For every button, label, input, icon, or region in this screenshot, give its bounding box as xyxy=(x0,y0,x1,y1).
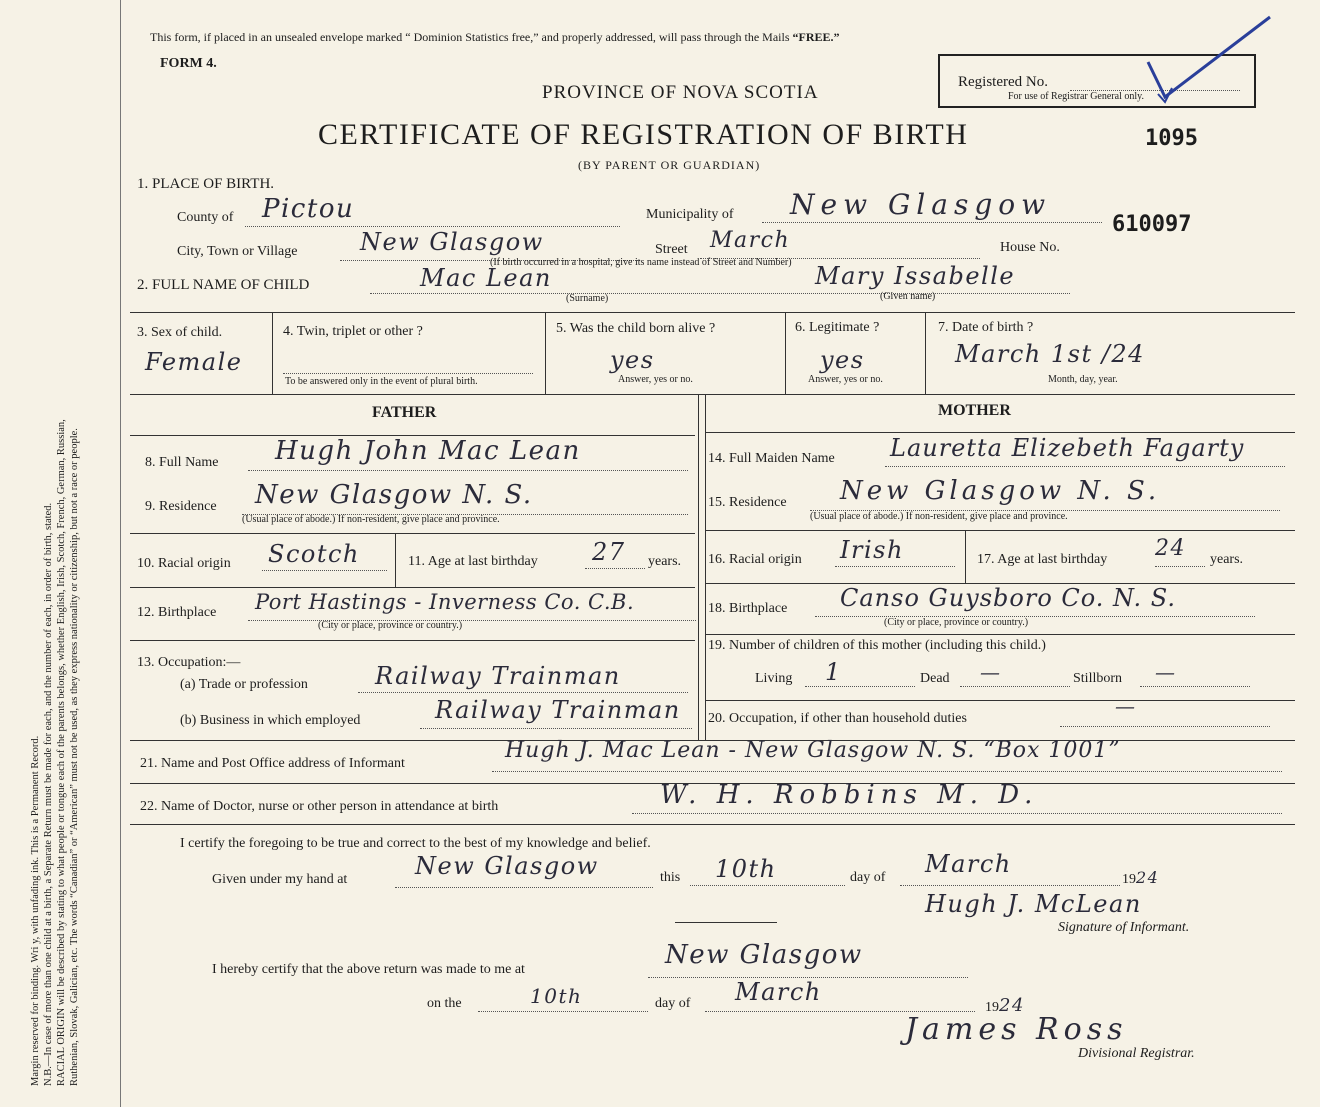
registrar-signature: James Ross xyxy=(905,1012,1128,1047)
rule-father-3 xyxy=(130,587,695,588)
mother-age-value: 24 xyxy=(1155,536,1186,561)
street-value: March xyxy=(710,228,791,253)
registrar-signature-caption: Divisional Registrar. xyxy=(1078,1046,1195,1061)
stillborn-line xyxy=(1140,686,1250,687)
mother-age-label: 17. Age at last birthday xyxy=(977,552,1108,567)
municipality-line xyxy=(762,222,1102,223)
given-day-value: 10th xyxy=(715,855,777,883)
mother-name-line xyxy=(885,466,1285,467)
margin-line-2: N.B.—In case of more than one child at a birth, a Separate Return must be made for each, and the number of each, in order of birth, stated. xyxy=(43,502,54,1086)
father-birthplace-note: (City or place, province or country.) xyxy=(318,620,463,631)
surname-value: Mac Lean xyxy=(420,264,552,292)
given-at-line xyxy=(395,887,653,888)
legitimate-label: 6. Legitimate ? xyxy=(795,320,880,335)
stillborn-label: Stillborn xyxy=(1073,671,1123,686)
father-name-value: Hugh John Mac Lean xyxy=(275,436,581,466)
twin-label: 4. Twin, triplet or other ? xyxy=(283,324,423,339)
mother-abode-note: (Usual place of abode.) If non-resident, give place and province. xyxy=(810,511,1068,522)
day-of-label: day of xyxy=(850,870,886,885)
father-heading: FATHER xyxy=(372,404,437,421)
col-rule-2 xyxy=(545,312,546,394)
free-label: “FREE.” xyxy=(792,30,840,44)
mother-name-value: Lauretta Elizebeth Fagarty xyxy=(890,434,1245,462)
dead-line xyxy=(960,686,1070,687)
mother-occupation-label: 20. Occupation, if other than household duties xyxy=(708,711,967,726)
father-residence-label: 9. Residence xyxy=(145,499,217,514)
father-birthplace-value: Port Hastings - Inverness Co. C.B. xyxy=(255,590,635,614)
sex-value: Female xyxy=(145,348,243,376)
hospital-note: (If birth occurred in a hospital, give its name instead of Street and Number) xyxy=(490,257,792,268)
given-at-value: New Glasgow xyxy=(415,852,599,880)
document-title: CERTIFICATE OF REGISTRATION OF BIRTH xyxy=(318,118,969,151)
rule-certify xyxy=(130,824,1295,825)
house-no-label: House No. xyxy=(1000,240,1060,255)
certify-statement: I certify the foregoing to be true and correct to the best of my knowledge and belief. xyxy=(180,836,651,851)
given-month-value: March xyxy=(925,850,1012,878)
born-alive-value: yes xyxy=(610,346,655,374)
parents-divider-right xyxy=(705,394,706,740)
municipality-label: Municipality of xyxy=(646,207,734,222)
father-racial-value: Scotch xyxy=(268,540,360,568)
given-name-caption: (Given name) xyxy=(880,291,936,302)
trade-line xyxy=(358,692,688,693)
stamp-number-2: 610097 xyxy=(1112,212,1192,237)
mother-birthplace-line xyxy=(815,616,1255,617)
living-line xyxy=(805,686,915,687)
form-number: FORM 4. xyxy=(160,56,217,71)
envelope-note: This form, if placed in an unsealed envelope marked “ Dominion Statistics free,” and properly addressed, will pass through the Mails “FREE.” xyxy=(150,30,840,44)
born-alive-caption: Answer, yes or no. xyxy=(618,374,693,385)
mother-age-divider xyxy=(965,530,966,583)
dob-value: March 1st /24 xyxy=(955,340,1145,368)
father-residence-value: New Glasgow N. S. xyxy=(255,480,533,510)
check-mark-icon xyxy=(1140,12,1280,107)
mother-residence-value: New Glasgow N. S. xyxy=(840,476,1161,506)
col-rule-3 xyxy=(785,312,786,394)
twin-note: To be answered only in the event of plural birth. xyxy=(285,376,478,387)
rule-father-4 xyxy=(130,640,695,641)
stillborn-value: — xyxy=(1155,660,1177,684)
sex-label: 3. Sex of child. xyxy=(137,325,223,340)
margin-line-3: RACIAL ORIGIN will be described by stating to what people or tongue each of the parents belongs, whether English, Irish, Scotch, French, German, Russian, xyxy=(56,419,67,1086)
this-label: this xyxy=(660,870,681,885)
dead-value: — xyxy=(980,660,1002,684)
registrar-use-note: For use of Registrar General only. xyxy=(1008,91,1144,102)
margin-line-1: Margin reserved for binding. Wri y, with unfading ink. This is a Permanent Record. xyxy=(30,735,41,1086)
business-value: Railway Trainman xyxy=(435,696,681,724)
mother-residence-label: 15. Residence xyxy=(708,495,787,510)
mother-years-label: years. xyxy=(1210,552,1244,567)
doctor-line xyxy=(632,813,1282,814)
reg-month-value: March xyxy=(735,978,822,1006)
born-alive-label: 5. Was the child born alive ? xyxy=(556,321,716,336)
province-heading: PROVINCE OF NOVA SCOTIA xyxy=(542,82,819,103)
father-name-label: 8. Full Name xyxy=(145,455,219,470)
city-value: New Glasgow xyxy=(360,228,544,256)
given-name-value: Mary Issabelle xyxy=(815,262,1016,290)
mother-birthplace-note: (City or place, province or country.) xyxy=(884,617,1029,628)
place-of-birth-heading: 1. PLACE OF BIRTH. xyxy=(137,176,275,192)
informant-value: Hugh J. Mac Lean - New Glasgow N. S. “Box 1001” xyxy=(505,738,1121,763)
business-label: (b) Business in which employed xyxy=(180,713,361,728)
father-birthplace-label: 12. Birthplace xyxy=(137,605,217,620)
legitimate-caption: Answer, yes or no. xyxy=(808,374,883,385)
father-age-label: 11. Age at last birthday xyxy=(408,554,538,569)
dob-label: 7. Date of birth ? xyxy=(938,320,1034,335)
mother-racial-label: 16. Racial origin xyxy=(708,552,802,567)
given-year-label: 1924 xyxy=(1122,868,1160,887)
reg-place-value: New Glasgow xyxy=(665,940,863,970)
county-value: Pictou xyxy=(262,194,355,224)
father-abode-note: (Usual place of abode.) If non-resident, give place and province. xyxy=(242,514,500,525)
reg-day-value: 10th xyxy=(530,984,583,1008)
mother-racial-value: Irish xyxy=(840,536,904,564)
rule-mother-1 xyxy=(705,432,1295,433)
municipality-value: New Glasgow xyxy=(790,188,1052,221)
document-subtitle: (BY PARENT OR GUARDIAN) xyxy=(578,158,761,172)
trade-value: Railway Trainman xyxy=(375,662,621,690)
given-month-line xyxy=(900,885,1120,886)
occupation-label: 13. Occupation:— xyxy=(137,655,241,670)
full-name-line xyxy=(370,293,1070,294)
day-of-label-2: day of xyxy=(655,996,691,1011)
mother-occupation-value: — xyxy=(1115,694,1137,718)
col-rule-1 xyxy=(272,312,273,394)
mother-heading: MOTHER xyxy=(938,402,1011,419)
on-the-label: on the xyxy=(427,996,462,1011)
mother-birthplace-label: 18. Birthplace xyxy=(708,601,788,616)
rule-top-grid xyxy=(130,312,1295,313)
business-line xyxy=(420,728,692,729)
short-rule xyxy=(675,922,777,923)
given-under-label: Given under my hand at xyxy=(212,872,348,887)
mother-age-line xyxy=(1155,566,1205,567)
father-age-divider xyxy=(395,533,396,587)
mother-occupation-line xyxy=(1060,726,1270,727)
trade-label: (a) Trade or profession xyxy=(180,677,308,692)
twin-line xyxy=(283,373,533,374)
rule-father-2 xyxy=(130,533,695,534)
rule-mother-4 xyxy=(705,634,1295,635)
stamp-number-1: 1095 xyxy=(1145,126,1198,151)
binding-margin-notes xyxy=(29,26,81,1086)
father-birthplace-line xyxy=(248,620,696,621)
doctor-label: 22. Name of Doctor, nurse or other person in attendance at birth xyxy=(140,799,499,814)
reg-year-label: 1924 xyxy=(985,995,1025,1016)
registered-no-label: Registered No. xyxy=(958,74,1048,90)
parents-divider-left xyxy=(698,394,699,740)
father-racial-line xyxy=(262,570,387,571)
living-label: Living xyxy=(755,671,793,686)
county-label: County of xyxy=(177,210,234,225)
informant-line xyxy=(492,771,1282,772)
dob-caption: Month, day, year. xyxy=(1048,374,1118,385)
street-label: Street xyxy=(655,242,688,257)
doctor-value: W. H. Robbins M. D. xyxy=(660,780,1039,810)
father-years-label: years. xyxy=(648,554,682,569)
father-name-line xyxy=(248,470,688,471)
father-age-value: 27 xyxy=(592,538,626,566)
mother-racial-line xyxy=(835,566,955,567)
mother-name-label: 14. Full Maiden Name xyxy=(708,451,835,466)
rule-mother-5 xyxy=(705,700,1295,701)
informant-signature-caption: Signature of Informant. xyxy=(1058,920,1190,935)
margin-line-4: Ruthenian, Slovak, Galician, etc. The words “Canadian” or “American” must not be used, as they express nationality or citizenship, but not a race or people. xyxy=(69,428,80,1086)
living-value: 1 xyxy=(825,658,842,686)
father-age-line xyxy=(585,568,645,569)
informant-signature: Hugh J. McLean xyxy=(925,890,1142,918)
rule-mother-2 xyxy=(705,530,1295,531)
children-label: 19. Number of children of this mother (including this child.) xyxy=(708,638,1046,653)
given-day-line xyxy=(690,885,845,886)
father-racial-label: 10. Racial origin xyxy=(137,556,231,571)
surname-caption: (Surname) xyxy=(566,293,609,304)
dead-label: Dead xyxy=(920,671,950,686)
legitimate-value: yes xyxy=(820,346,865,374)
informant-label: 21. Name and Post Office address of Informant xyxy=(140,756,405,771)
hereby-certify-label: I hereby certify that the above return was made to me at xyxy=(212,962,525,977)
city-label: City, Town or Village xyxy=(177,244,298,259)
county-line xyxy=(245,226,620,227)
col-rule-4 xyxy=(925,312,926,394)
full-name-child-label: 2. FULL NAME OF CHILD xyxy=(137,277,310,293)
rule-parents-top xyxy=(130,394,1295,395)
reg-day-line xyxy=(478,1011,648,1012)
margin-rule xyxy=(120,0,121,1107)
mother-birthplace-value: Canso Guysboro Co. N. S. xyxy=(840,584,1176,612)
